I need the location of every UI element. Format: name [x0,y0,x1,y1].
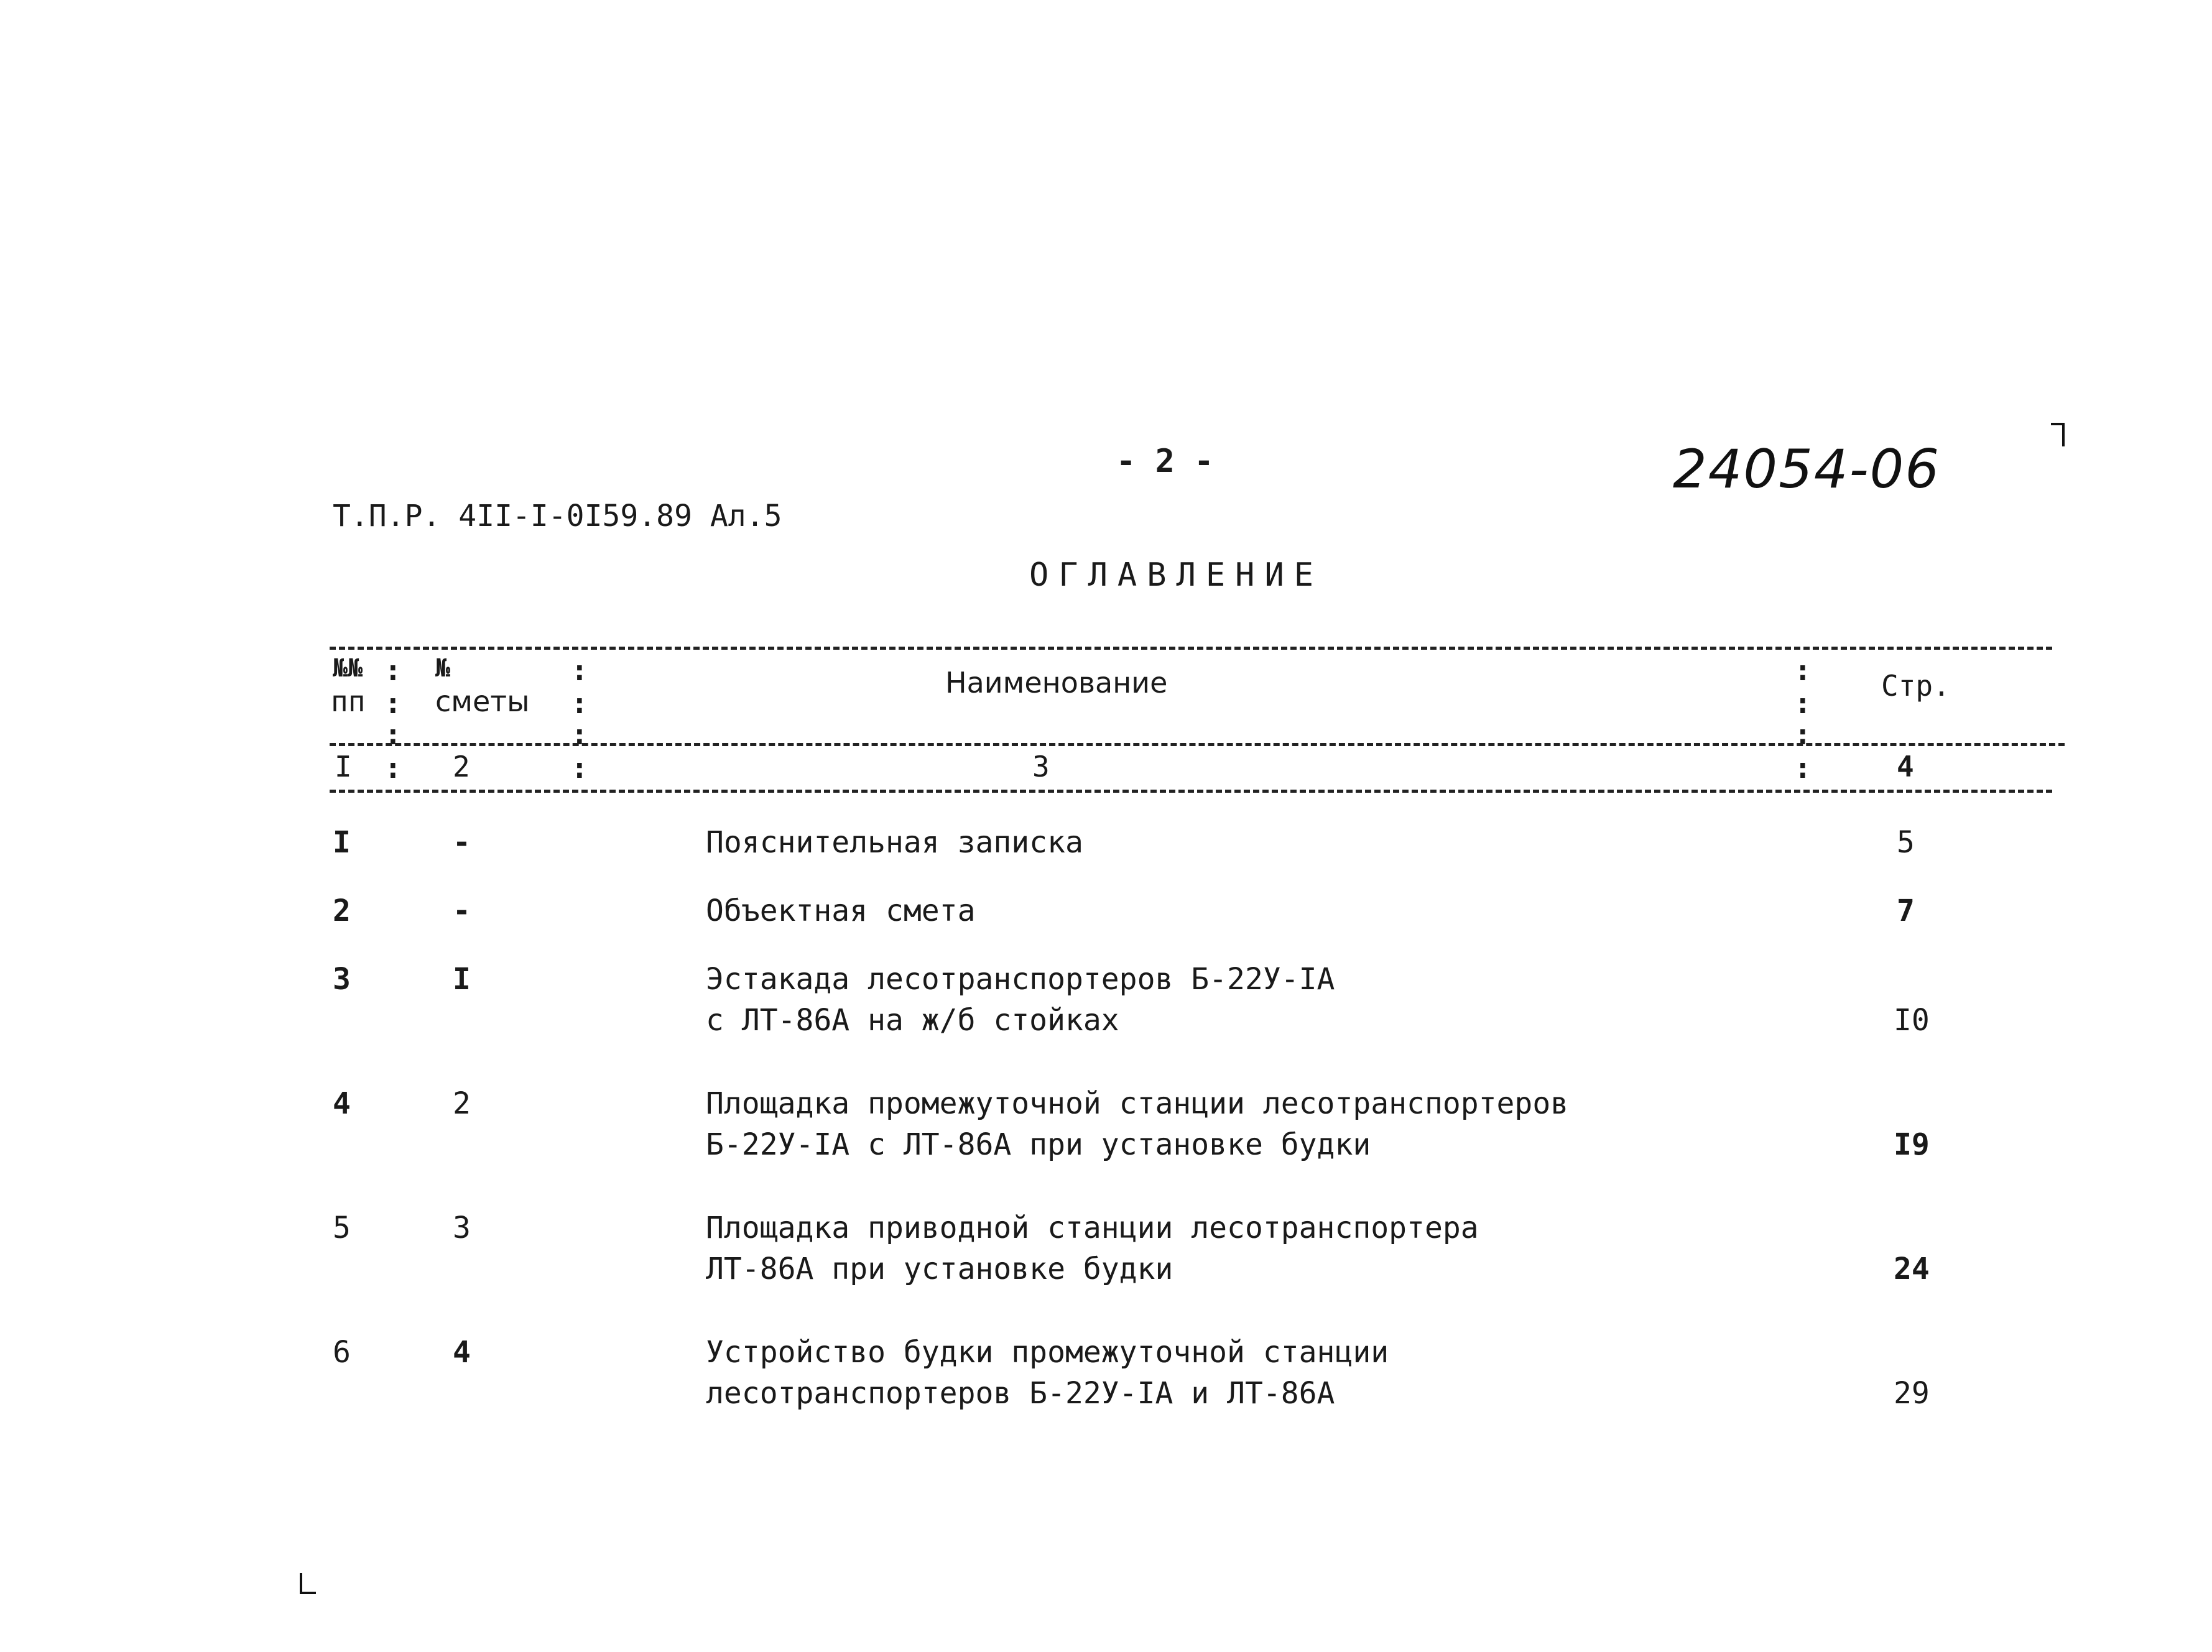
handwritten-archive-number: 24054-06 [1673,438,1941,501]
header-bottom-rule [330,743,2065,746]
row-name-line1: Объектная смета [706,893,976,928]
document-reference: Т.П.Р. 4II-I-0I59.89 Ал.5 [333,499,782,533]
header-separator: : [571,653,588,687]
column-number-3: 3 [1032,750,1050,783]
header-col2-line1: № [435,654,451,683]
row-name-line2: Б-22У-IА с ЛТ-86А при установке будки [706,1127,1371,1162]
header-separator: : [571,686,588,720]
column-number-separator: : [1794,751,1812,785]
row-smeta: I [453,962,471,997]
header-separator: : [384,653,402,687]
row-number: 5 [333,1211,351,1245]
row-page: I0 [1894,1003,1930,1038]
row-number: 6 [333,1335,351,1370]
column-number-2: 2 [453,750,470,783]
header-separator: : [384,718,402,751]
header-col3: Наименование [945,666,1168,699]
header-separator: : [1794,686,1812,720]
column-numbers-bottom-rule [330,790,2052,793]
row-number: 4 [333,1086,351,1121]
row-name-line1: Эстакада лесотранспортеров Б-22У-IА [706,962,1335,997]
column-number-1: I [335,750,352,783]
header-separator: : [1794,653,1812,687]
column-number-4: 4 [1897,750,1914,783]
header-col4: Стр. [1881,669,1950,703]
row-name-line2: ЛТ-86А при установке будки [706,1252,1173,1286]
row-name-line1: Площадка приводной станции лесотранспортера [706,1211,1479,1245]
row-page: I9 [1894,1127,1930,1162]
header-separator: : [571,718,588,751]
row-smeta: - [453,825,471,860]
row-page: 7 [1897,893,1915,928]
column-number-separator: : [571,751,588,785]
row-smeta: 4 [453,1335,471,1370]
row-page: 5 [1897,825,1915,860]
row-number: I [333,825,351,860]
row-number: 2 [333,893,351,928]
page-number: - 2 - [1116,443,1214,480]
header-separator: : [1794,718,1812,751]
row-smeta: 3 [453,1211,471,1245]
table-top-rule [330,647,2052,650]
page-title: ОГЛАВЛЕНИЕ [1029,556,1324,594]
row-page: 24 [1894,1252,1930,1286]
row-name-line1: Устройство будки промежуточной станции [706,1335,1389,1370]
header-separator: : [384,686,402,720]
row-name-line2: лесотранспортеров Б-22У-IА и ЛТ-86А [706,1376,1335,1411]
column-number-separator: : [384,751,402,785]
corner-mark-top-right [2051,423,2065,446]
row-smeta: - [453,893,471,928]
row-name-line1: Площадка промежуточной станции лесотранспортеров [706,1086,1569,1121]
row-number: 3 [333,962,351,997]
row-smeta: 2 [453,1086,471,1121]
row-page: 29 [1894,1376,1930,1411]
row-name-line2: с ЛТ-86А на ж/б стойках [706,1003,1119,1038]
corner-mark-bottom-left [300,1573,316,1594]
header-col2-line2: сметы [435,685,530,718]
header-col1-line2: пп [331,685,366,718]
header-col1-line1: №№ [333,654,363,683]
row-name-line1: Пояснительная записка [706,825,1083,860]
